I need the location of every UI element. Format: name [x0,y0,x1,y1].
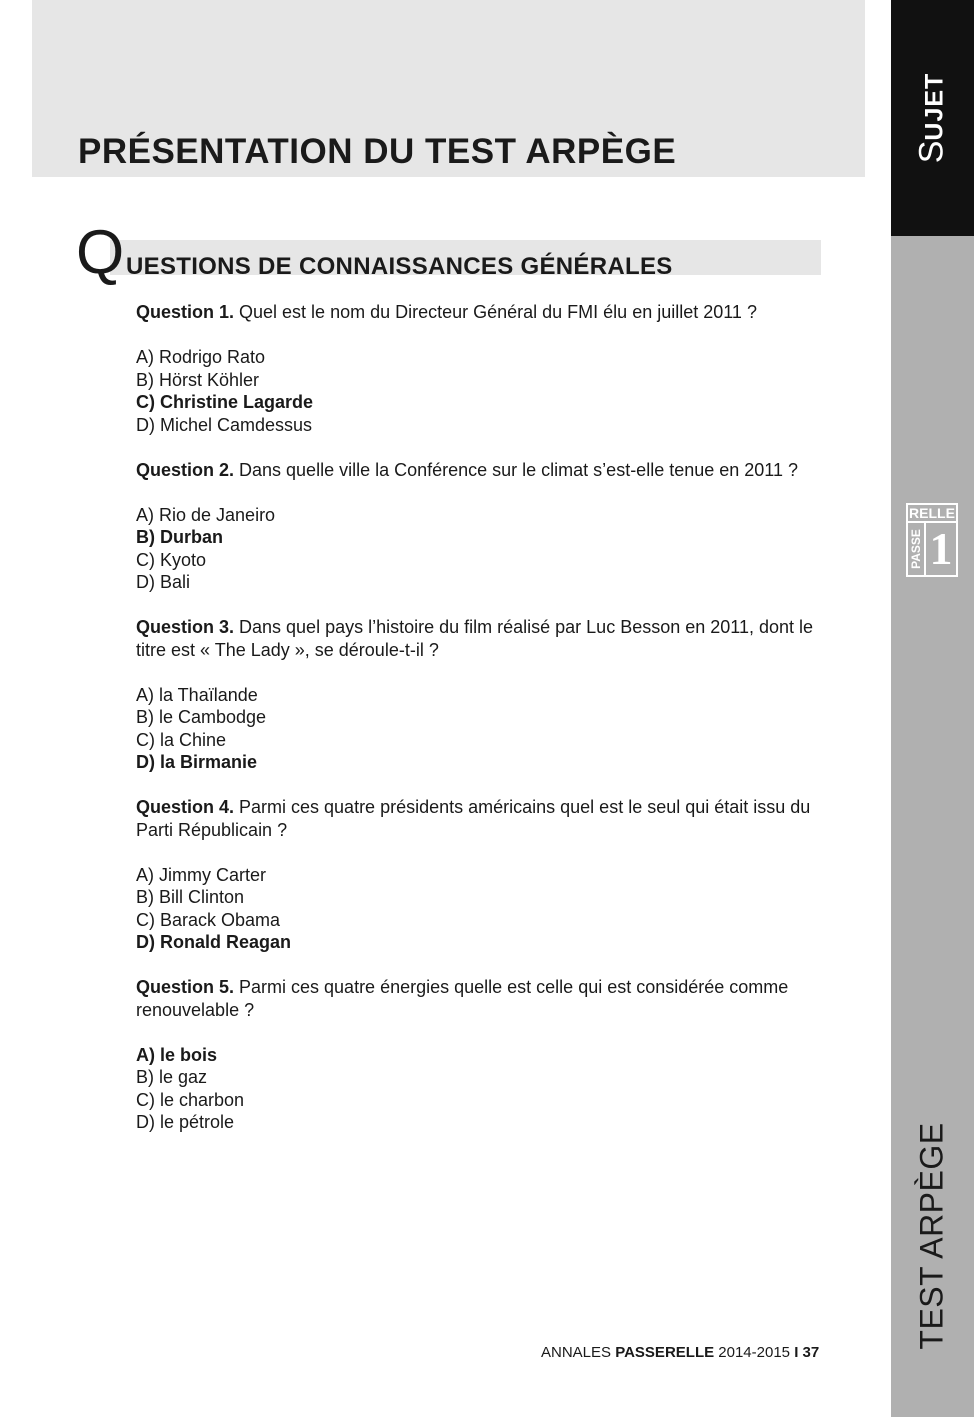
sidebar-test-label: TEST ARPÈGE [913,1122,950,1350]
question-1 [136,301,826,324]
logo-number: 1 [926,523,956,575]
question-5 [136,976,826,1021]
question-label: Question 1. [136,302,235,322]
question-text: Quel est le nom du Directeur Général du FMI élu en juillet 2011 ? [234,302,757,322]
answer-option: D) Michel Camdessus [136,414,313,435]
question-4 [136,796,826,841]
page-footer [541,1344,819,1361]
answer-options [136,1044,826,1134]
answer-options [136,504,826,594]
question-label: Question 5. [136,977,235,997]
answer-option: C) Kyoto [136,549,207,570]
sidebar-sujet-initial: S [912,140,951,164]
question-text: Parmi ces quatre présidents américains quel est le seul qui était issu du Parti Républicain ? [136,797,811,840]
answer-options [136,346,826,436]
question-text: Parmi ces quatre énergies quelle est celle qui est considérée comme renouvelable ? [136,977,789,1020]
page-title: PRÉSENTATION DU TEST ARPÈGE [78,132,677,171]
questions-list [136,301,826,1156]
answer-option: C) Barack Obama [136,909,281,930]
answer-option: C) la Chine [136,729,227,750]
question-3 [136,616,826,661]
logo-side-text: PASSE [909,529,923,569]
footer-years: 2014-2015 [714,1344,795,1361]
footer-separator: I [794,1344,799,1361]
correct-answer-option: B) Durban [136,527,223,547]
logo-side-block [908,523,924,575]
page-number: 37 [798,1344,820,1361]
question-label: Question 4. [136,797,235,817]
correct-answer-option: A) le bois [136,1044,218,1065]
answer-options [136,684,826,774]
correct-answer-option: C) Christine Lagarde [136,392,314,412]
answer-option: C) le charbon [136,1089,245,1110]
answer-option: D) le pétrole [136,1112,235,1132]
answer-option: B) Hörst Köhler [136,369,260,390]
question-text: Dans quel pays l’histoire du film réalisé par Luc Besson en 2011, dont le titre est « The Lady », se déroule-t-il ? [136,617,814,660]
footer-brand: PASSERELLE [615,1344,715,1361]
answer-option: D) Bali [136,572,191,592]
question-2 [136,459,826,482]
footer-prefix: ANNALES [541,1344,616,1361]
answer-option: A) la Thaïlande [136,684,258,705]
correct-answer-option: D) Ronald Reagan [136,932,292,952]
question-label: Question 2. [136,459,235,480]
passerelle-logo [906,503,958,577]
sidebar-sujet-rest: UJET [920,72,949,141]
section-title: UESTIONS DE CONNAISSANCES GÉNÉRALES [126,253,673,280]
correct-answer-option: D) la Birmanie [136,752,258,772]
answer-option: B) le Cambodge [136,707,267,727]
answer-option: A) Rodrigo Rato [136,347,266,367]
logo-top-text: RELLE [909,505,955,521]
sidebar-sujet-label [913,73,952,164]
answer-options [136,864,826,954]
answer-option: B) le gaz [136,1067,208,1087]
answer-option: A) Jimmy Carter [136,864,266,885]
answer-option: A) Rio de Janeiro [136,504,276,525]
section-title-initial: Q [76,218,125,287]
question-text: Dans quelle ville la Conférence sur le climat s’est-elle tenue en 2011 ? [234,459,798,480]
answer-option: B) Bill Clinton [136,887,245,907]
question-label: Question 3. [136,617,235,637]
